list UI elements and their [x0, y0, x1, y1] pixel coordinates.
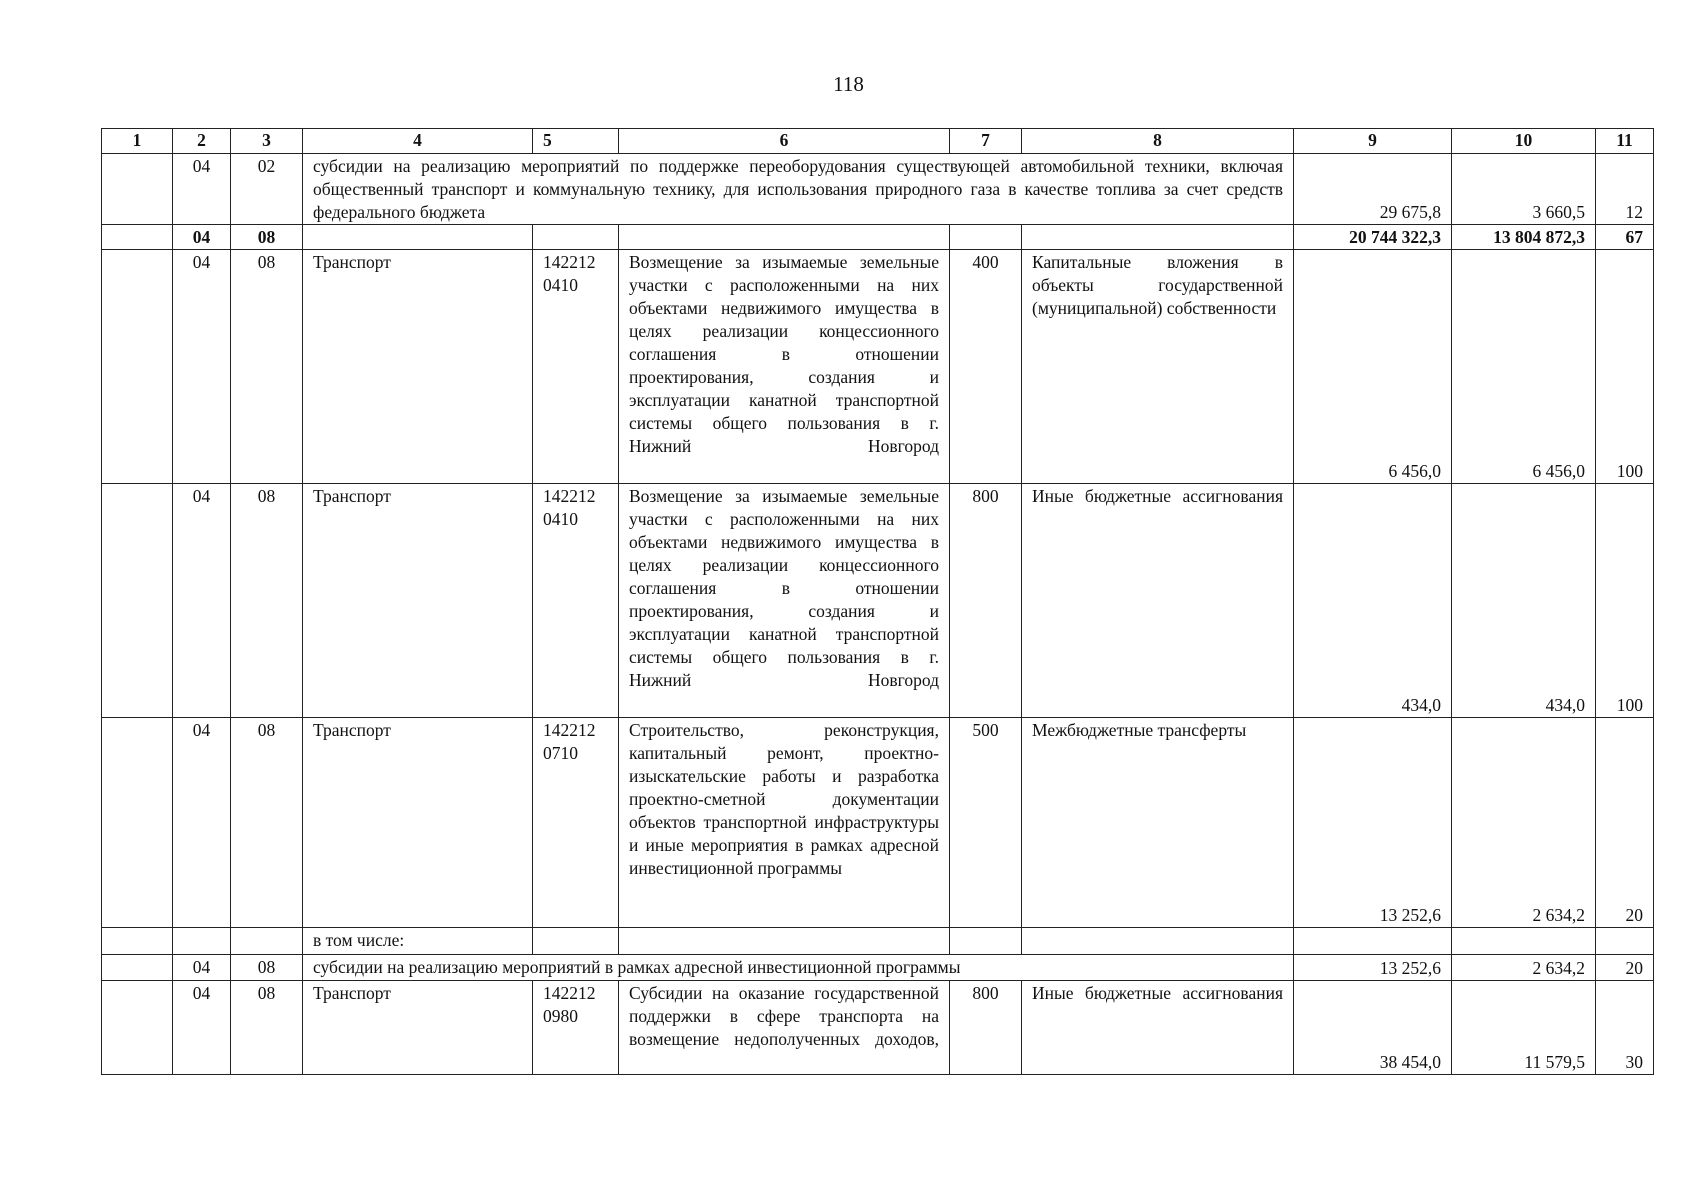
cell-expense-type: Иные бюджетные ассигнования: [1022, 981, 1294, 1075]
cell-amount-fact: 2 634,2: [1452, 718, 1596, 928]
cell-target-description: [619, 928, 950, 955]
cell-amount-plan: 434,0: [1294, 484, 1452, 718]
cell-target-code: [533, 928, 619, 955]
cell-name: Транспорт: [303, 484, 533, 718]
cell-section: 04: [173, 154, 231, 225]
header-cell: 5: [533, 129, 619, 154]
cell-name: Транспорт: [303, 981, 533, 1075]
cell-percent: [1596, 928, 1654, 955]
cell-target-code: 142212 0710: [533, 718, 619, 928]
cell-expense-code: 800: [950, 981, 1022, 1075]
cell-percent: 20: [1596, 955, 1654, 981]
cell-amount-fact: 6 456,0: [1452, 250, 1596, 484]
cell-col5: [533, 225, 619, 250]
cell-amount-plan: 29 675,8: [1294, 154, 1452, 225]
cell-section: [173, 928, 231, 955]
cell-target-description: Возмещение за изымаемые земельные участки с расположенными на них объектами недвижимого имущества в целях реализации концессионного соглашения в отношении проектирования, создания и эксплуатации канатной транспортной системы общего пользования в г. Нижний Новгород: [619, 484, 950, 718]
cell-amount-plan: 6 456,0: [1294, 250, 1452, 484]
cell-expense-type: Межбюджетные трансферты: [1022, 718, 1294, 928]
cell-col1: [102, 955, 173, 981]
cell-amount-fact: 13 804 872,3: [1452, 225, 1596, 250]
cell-col4: [303, 225, 533, 250]
cell-name: Транспорт: [303, 718, 533, 928]
cell-subsection: 08: [231, 955, 303, 981]
cell-target-description: Субсидии на оказание государственной поддержки в сфере транспорта на возмещение недополученных доходов,: [619, 981, 950, 1075]
cell-percent: 20: [1596, 718, 1654, 928]
cell-col1: [102, 250, 173, 484]
cell-section: 04: [173, 718, 231, 928]
cell-name: Транспорт: [303, 250, 533, 484]
page-number: 118: [833, 72, 864, 96]
cell-col6: [619, 225, 950, 250]
cell-subsection: 02: [231, 154, 303, 225]
cell-target-code: 142212 0980: [533, 981, 619, 1075]
cell-col1: [102, 154, 173, 225]
cell-percent: 12: [1596, 154, 1654, 225]
table-row: [102, 718, 1654, 928]
table-row: [102, 225, 1654, 250]
header-cell: 9: [1294, 129, 1452, 154]
header-cell: 11: [1596, 129, 1654, 154]
header-cell: 3: [231, 129, 303, 154]
cell-col1: [102, 718, 173, 928]
cell-section: 04: [173, 955, 231, 981]
cell-target-description: Возмещение за изымаемые земельные участки с расположенными на них объектами недвижимого имущества в целях реализации концессионного соглашения в отношении проектирования, создания и эксплуатации канатной транспортной системы общего пользования в г. Нижний Новгород: [619, 250, 950, 484]
cell-expense-code: 400: [950, 250, 1022, 484]
cell-amount-plan: 20 744 322,3: [1294, 225, 1452, 250]
cell-subsection: 08: [231, 250, 303, 484]
cell-col7: [950, 225, 1022, 250]
cell-target-code: 142212 0410: [533, 484, 619, 718]
table-row: [102, 484, 1654, 718]
cell-amount-plan: 13 252,6: [1294, 718, 1452, 928]
cell-expense-code: [950, 928, 1022, 955]
cell-percent: 30: [1596, 981, 1654, 1075]
cell-col1: [102, 225, 173, 250]
table-row: [102, 154, 1654, 225]
budget-table: [101, 128, 1654, 1075]
header-cell: 1: [102, 129, 173, 154]
cell-col1: [102, 484, 173, 718]
cell-amount-plan: 38 454,0: [1294, 981, 1452, 1075]
table-row: [102, 928, 1654, 955]
cell-percent: 67: [1596, 225, 1654, 250]
cell-section: 04: [173, 250, 231, 484]
cell-percent: 100: [1596, 484, 1654, 718]
cell-target-code: 142212 0410: [533, 250, 619, 484]
cell-section: 04: [173, 484, 231, 718]
cell-amount-fact: 11 579,5: [1452, 981, 1596, 1075]
cell-percent: 100: [1596, 250, 1654, 484]
header-cell: 4: [303, 129, 533, 154]
cell-amount-fact: 434,0: [1452, 484, 1596, 718]
cell-amount-fact: 2 634,2: [1452, 955, 1596, 981]
cell-amount-fact: [1452, 928, 1596, 955]
cell-expense-type: [1022, 928, 1294, 955]
cell-name: в том числе:: [303, 928, 533, 955]
cell-expense-code: 500: [950, 718, 1022, 928]
cell-amount-fact: 3 660,5: [1452, 154, 1596, 225]
cell-section: 04: [173, 981, 231, 1075]
cell-subsection: 08: [231, 225, 303, 250]
cell-expense-code: 800: [950, 484, 1022, 718]
cell-amount-plan: 13 252,6: [1294, 955, 1452, 981]
table-row: [102, 981, 1654, 1075]
cell-description: субсидии на реализацию мероприятий по поддержке переоборудования существующей автомобильной техники, включая общественный транспорт и коммунальную технику, для использования природного газа в качестве топлива за счет средств федерального бюджета: [303, 154, 1294, 225]
cell-subsection: 08: [231, 718, 303, 928]
header-row: [102, 129, 1654, 154]
cell-expense-type: Капитальные вложения в объекты государственной (муниципальной) собственности: [1022, 250, 1294, 484]
cell-col1: [102, 981, 173, 1075]
cell-description: субсидии на реализацию мероприятий в рамках адресной инвестиционной программы: [303, 955, 1294, 981]
header-cell: 8: [1022, 129, 1294, 154]
cell-col1: [102, 928, 173, 955]
cell-expense-type: Иные бюджетные ассигнования: [1022, 484, 1294, 718]
table-row: [102, 955, 1654, 981]
cell-amount-plan: [1294, 928, 1452, 955]
cell-subsection: 08: [231, 484, 303, 718]
cell-target-description: Строительство, реконструкция, капитальный ремонт, проектно-изыскательские работы и разработка проектно-сметной документации объектов транспортной инфраструктуры и иные мероприятия в рамках адресной инвестиционной программы: [619, 718, 950, 928]
cell-subsection: [231, 928, 303, 955]
cell-col8: [1022, 225, 1294, 250]
header-cell: 10: [1452, 129, 1596, 154]
header-cell: 6: [619, 129, 950, 154]
cell-subsection: 08: [231, 981, 303, 1075]
cell-section: 04: [173, 225, 231, 250]
header-cell: 7: [950, 129, 1022, 154]
header-cell: 2: [173, 129, 231, 154]
table-row: [102, 250, 1654, 484]
